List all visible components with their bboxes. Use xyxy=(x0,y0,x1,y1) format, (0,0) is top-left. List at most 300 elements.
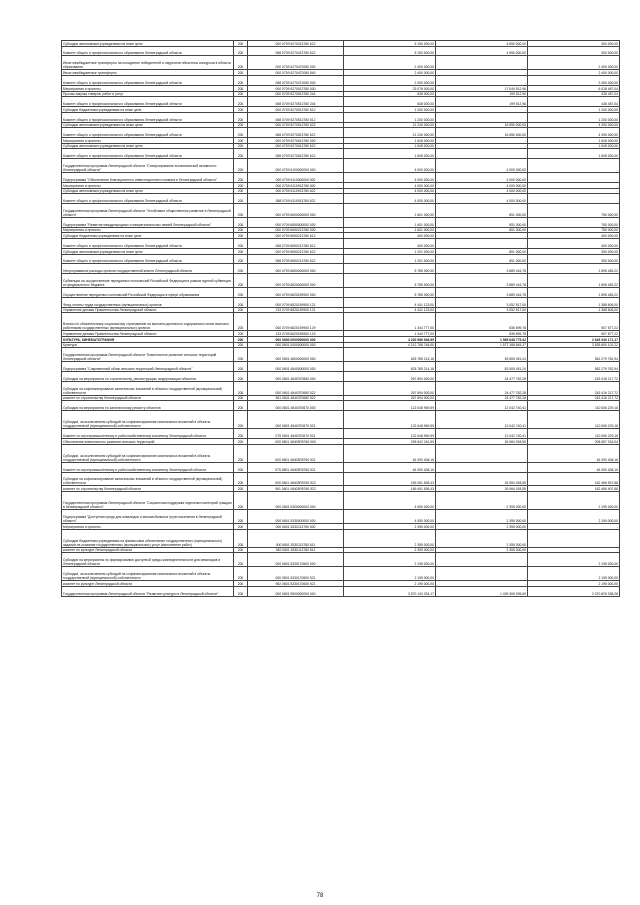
row-name-cell: Субсидии на софинансирование капитальных вложений в объекты государственной (муниципальной) собственности xyxy=(62,472,234,486)
row-code-cell: 200 xyxy=(234,362,248,372)
row-approved-amount-cell: 21 240 000,00 xyxy=(344,128,436,138)
row-classification-cell: 075 0801 48403R5760 521 xyxy=(248,462,344,472)
row-code-cell: 200 xyxy=(234,248,248,254)
row-name-cell: Субвенции на осуществление переданных полномочий Российской Федерации в рамках единой субвенции из федерального бюджета xyxy=(62,274,234,288)
row-approved-amount-cell: 23 078 000,00 xyxy=(344,85,436,91)
row-code-cell: 200 xyxy=(234,553,248,567)
row-classification-cell: 088 0709 6650213780 612 xyxy=(248,239,344,249)
row-approved-amount-cell: 1 201 000,00 xyxy=(344,248,436,254)
row-classification-cell: 000 0801 5330170600 521 xyxy=(248,567,344,581)
row-approved-amount-cell: 1 344 777,00 xyxy=(344,313,436,331)
row-approved-amount-cell: 2 400 000,00 xyxy=(344,70,436,76)
row-approved-amount-cell: 235 842 244,59 xyxy=(344,439,436,445)
row-classification-cell: 088 0709 5270513780 622 xyxy=(248,128,344,138)
row-approved-amount-cell: 122 048 969,59 xyxy=(344,411,436,429)
row-name-cell: Субсидии на мероприятия по капитальному ремонту объектов xyxy=(62,401,234,411)
row-executed-amount-cell: - xyxy=(436,444,528,462)
row-approved-amount-cell: 400 000,00 xyxy=(344,239,436,249)
row-code-cell: 200 xyxy=(234,547,248,553)
row-code-cell: 200 xyxy=(234,233,248,239)
row-code-cell: 200 xyxy=(234,182,248,188)
table-row xyxy=(62,462,620,472)
row-executed-amount-cell: 3 889 416,78 xyxy=(436,288,528,298)
table-row xyxy=(62,264,620,274)
row-name-cell: Комитет по агропромышленному и рыбохозяйственному комплексу Ленинградской области xyxy=(62,462,234,472)
table-row xyxy=(62,444,620,462)
row-name-cell: Государственная программа Ленинградской области "Устойчивое общественное развитие в Ленинградской области" xyxy=(62,204,234,218)
row-approved-amount-cell: 122 048 969,59 xyxy=(344,429,436,439)
row-classification-cell: 000 0709 6820159900 000 xyxy=(248,288,344,298)
row-executed-amount-cell: 4 000 000,00 xyxy=(436,182,528,188)
row-classification-cell: 075 0801 4840370670 521 xyxy=(248,429,344,439)
row-unexecuted-amount-cell: 110 006 229,18 xyxy=(528,429,620,439)
row-unexecuted-amount-cell: 2 645 340 171,17 xyxy=(528,337,620,343)
row-classification-cell: 000 0709 6650000000 000 xyxy=(248,217,344,227)
row-executed-amount-cell: - xyxy=(436,233,528,239)
row-unexecuted-amount-cell: 1 200 000,00 xyxy=(528,112,620,122)
row-code-cell: 200 xyxy=(234,372,248,382)
row-classification-cell: 000 0801 5330000000 000 xyxy=(248,510,344,524)
row-executed-amount-cell: 1 577 188 645,37 xyxy=(436,342,528,348)
row-approved-amount-cell: 2 195 000,00 xyxy=(344,567,436,581)
row-classification-cell: 000 0709 6110000000 000 xyxy=(248,173,344,183)
row-code-cell: 200 xyxy=(234,204,248,218)
row-code-cell: 200 xyxy=(234,411,248,429)
row-unexecuted-amount-cell: 438 487,04 xyxy=(528,97,620,107)
row-approved-amount-cell: 4 000 000,00 xyxy=(344,182,436,188)
row-executed-amount-cell: 2 355 000,00 xyxy=(436,492,528,510)
row-approved-amount-cell: 2 355 000,00 xyxy=(344,529,436,547)
row-unexecuted-amount-cell: 1 645 000,00 xyxy=(528,138,620,144)
row-classification-cell: 000 0801 5330113780 000 xyxy=(248,524,344,530)
row-executed-amount-cell: 63 505 451,24 xyxy=(436,348,528,362)
row-code-cell: 200 xyxy=(234,395,248,401)
row-approved-amount-cell: 46 390 408,16 xyxy=(344,462,436,472)
row-executed-amount-cell: 836 899,78 xyxy=(436,313,528,331)
row-code-cell: 200 xyxy=(234,107,248,113)
row-unexecuted-amount-cell: 162 466 907,88 xyxy=(528,472,620,486)
row-approved-amount-cell: 21 240 000,00 xyxy=(344,122,436,128)
row-name-cell: Подпрограмма "Доступная среда для инвалидов и маломобильных групп населения в Ленинградской области" xyxy=(62,510,234,524)
row-executed-amount-cell: 199 512,96 xyxy=(436,97,528,107)
row-approved-amount-cell: 4 000 000,00 xyxy=(344,194,436,204)
row-approved-amount-cell: 5 785 900,00 xyxy=(344,288,436,298)
row-classification-cell: 000 0801 48403R5760 521 xyxy=(248,444,344,462)
row-unexecuted-amount-cell: 1 200 000,00 xyxy=(528,107,620,113)
row-executed-amount-cell: - xyxy=(436,581,528,587)
row-name-cell: Субсидии автономным учреждениям на иные цели xyxy=(62,122,234,128)
table-row xyxy=(62,472,620,486)
row-executed-amount-cell: 17 049 512,96 xyxy=(436,85,528,91)
row-unexecuted-amount-cell: 2 635 600 101,22 xyxy=(528,342,620,348)
row-name-cell: Субсидии, за исключением субсидий на софинансирование капитальных вложений в объекты государственной (муниципальной) собственности xyxy=(62,444,234,462)
table-row xyxy=(62,372,620,382)
row-approved-amount-cell: 2 195 000,00 xyxy=(344,581,436,587)
row-unexecuted-amount-cell: - xyxy=(528,529,620,547)
row-classification-cell: 000 0709 6110913780 622 xyxy=(248,188,344,194)
row-code-cell: 200 xyxy=(234,462,248,472)
row-name-cell: Мероприятия и проекты xyxy=(62,182,234,188)
row-code-cell: 200 xyxy=(234,76,248,86)
table-row xyxy=(62,586,620,596)
row-unexecuted-amount-cell: 1 388 606,00 xyxy=(528,297,620,307)
row-approved-amount-cell: 1 645 000,00 xyxy=(344,149,436,159)
row-executed-amount-cell: 3 052 517,00 xyxy=(436,297,528,307)
row-code-cell: 200 xyxy=(234,85,248,91)
row-executed-amount-cell: 16 850 000,00 xyxy=(436,122,528,128)
row-approved-amount-cell: 5 150 000,00 xyxy=(344,46,436,56)
row-code-cell: 200 xyxy=(234,401,248,411)
table-row xyxy=(62,288,620,298)
table-row xyxy=(62,254,620,264)
row-unexecuted-amount-cell: 2 400 000,00 xyxy=(528,70,620,76)
row-code-cell: 200 xyxy=(234,307,248,313)
row-code-cell: 200 xyxy=(234,173,248,183)
row-code-cell: 200 xyxy=(234,91,248,97)
row-executed-amount-cell: 26 984 928,55 xyxy=(436,486,528,492)
row-classification-cell: 000 0801 0000000000 000 xyxy=(248,342,344,348)
row-classification-cell: 982 0801 5330113780 611 xyxy=(248,547,344,553)
row-classification-cell: 000 0709 5270513780 612 xyxy=(248,107,344,113)
table-row xyxy=(62,362,620,372)
row-name-cell: Субсидии на мероприятия по строительству, реконструкции, модернизации объектов xyxy=(62,372,234,382)
row-classification-cell: 000 0801 5330113780 611 xyxy=(248,529,344,547)
row-classification-cell: 000 0801 4840370670 000 xyxy=(248,401,344,411)
row-executed-amount-cell: 4 000 000,00 xyxy=(436,194,528,204)
row-unexecuted-amount-cell: - xyxy=(528,159,620,173)
row-executed-amount-cell: 2 355 000,00 xyxy=(436,529,528,547)
row-unexecuted-amount-cell: 400 000,00 xyxy=(528,239,620,249)
row-unexecuted-amount-cell: 1 896 483,22 xyxy=(528,264,620,274)
row-classification-cell: 000 0800 0000000000 000 xyxy=(248,337,344,343)
row-code-cell: 200 xyxy=(234,264,248,274)
row-executed-amount-cell: 851 000,00 xyxy=(436,204,528,218)
row-classification-cell: 088 0709 6110913780 622 xyxy=(248,194,344,204)
row-approved-amount-cell: 1 645 000,00 xyxy=(344,138,436,144)
row-approved-amount-cell: 625 785 214,18 xyxy=(344,362,436,372)
row-approved-amount-cell: 1 601 000,00 xyxy=(344,204,436,218)
row-executed-amount-cell: - xyxy=(436,239,528,249)
row-classification-cell: 000 0709 6650213780 000 xyxy=(248,227,344,233)
table-row xyxy=(62,46,620,56)
row-unexecuted-amount-cell: 750 000,00 xyxy=(528,204,620,218)
row-classification-cell: 000 0709 6100000000 000 xyxy=(248,159,344,173)
row-unexecuted-amount-cell: 438 487,04 xyxy=(528,91,620,97)
row-name-cell: Осуществление переданных полномочий Российской Федерации в сфере образования xyxy=(62,288,234,298)
row-classification-cell: 000 0801 4840370670 521 xyxy=(248,411,344,429)
row-approved-amount-cell: 3 570 134 334,17 xyxy=(344,586,436,596)
row-classification-cell: 000 0801 48403R5760 522 xyxy=(248,472,344,486)
row-executed-amount-cell: 3 889 416,78 xyxy=(436,274,528,288)
row-code-cell: 200 xyxy=(234,331,248,337)
row-name-cell: Субсидии на мероприятия по формированию доступной среды жизнедеятельности для инвалидов в Ленинградской области xyxy=(62,553,234,567)
table-row xyxy=(62,529,620,547)
row-code-cell: 200 xyxy=(234,46,248,56)
table-row xyxy=(62,348,620,362)
row-name-cell: Комитет общего и профессионального образования Ленинградской области xyxy=(62,76,234,86)
row-name-cell: Комитет общего и профессионального образования Ленинградской области xyxy=(62,128,234,138)
row-approved-amount-cell: 122 048 969,59 xyxy=(344,401,436,411)
row-approved-amount-cell: 267 894 000,00 xyxy=(344,372,436,382)
row-code-cell: 200 xyxy=(234,56,248,70)
row-unexecuted-amount-cell: 4 390 000,00 xyxy=(528,128,620,138)
row-classification-cell: 133 0709 6820159900 121 xyxy=(248,307,344,313)
table-row xyxy=(62,194,620,204)
row-unexecuted-amount-cell: 1 896 483,22 xyxy=(528,288,620,298)
row-classification-cell: 000 0709 5270472080 000 xyxy=(248,56,344,70)
row-executed-amount-cell: 16 850 000,00 xyxy=(436,128,528,138)
row-approved-amount-cell: 1 645 000,00 xyxy=(344,143,436,149)
row-classification-cell: 088 0709 5270472080 540 xyxy=(248,76,344,86)
row-executed-amount-cell: 12 042 740,41 xyxy=(436,429,528,439)
row-code-cell: 200 xyxy=(234,128,248,138)
row-executed-amount-cell: - xyxy=(436,107,528,113)
row-classification-cell: 981 0801 4840370680 522 xyxy=(248,395,344,401)
row-name-cell: Государственная программа Ленинградской области "Развитие культуры в Ленинградской области" xyxy=(62,586,234,596)
row-unexecuted-amount-cell: 2 195 000,00 xyxy=(528,581,620,587)
row-code-cell: 200 xyxy=(234,313,248,331)
row-approved-amount-cell: 1 344 777,00 xyxy=(344,331,436,337)
row-unexecuted-amount-cell: 110 006 229,18 xyxy=(528,411,620,429)
row-name-cell: Подпрограмма "Развитие международных и межрегиональных связей Ленинградской области" xyxy=(62,217,234,227)
row-name-cell: Прочая закупка товаров, работ и услуг xyxy=(62,91,234,97)
row-unexecuted-amount-cell: 350 000,00 xyxy=(528,248,620,254)
table-row xyxy=(62,274,620,288)
row-code-cell: 200 xyxy=(234,149,248,159)
table-row xyxy=(62,97,620,107)
row-code-cell: 200 xyxy=(234,97,248,107)
row-code-cell: 200 xyxy=(234,337,248,343)
row-executed-amount-cell: 851 000,00 xyxy=(436,248,528,254)
table-row xyxy=(62,159,620,173)
row-name-cell: Комитет общего и профессионального образования Ленинградской области xyxy=(62,194,234,204)
row-code-cell: 200 xyxy=(234,288,248,298)
table-row xyxy=(62,313,620,331)
row-approved-amount-cell: 267 894 000,00 xyxy=(344,381,436,395)
row-name-cell: Мероприятия и проекты xyxy=(62,85,234,91)
row-name-cell: Обеспечение комплексного развития сельских территорий xyxy=(62,439,234,445)
row-name-cell: Субсидии автономным учреждениям на иные цели xyxy=(62,188,234,194)
row-approved-amount-cell: 1 200 000,00 xyxy=(344,112,436,122)
row-executed-amount-cell: - xyxy=(436,70,528,76)
row-classification-cell: 981 0801 48403R5760 522 xyxy=(248,486,344,492)
row-code-cell: 200 xyxy=(234,274,248,288)
row-code-cell: 200 xyxy=(234,381,248,395)
table-row xyxy=(62,401,620,411)
row-name-cell: комитет по строительству Ленинградской области xyxy=(62,486,234,492)
row-approved-amount-cell: 2 195 000,00 xyxy=(344,553,436,567)
row-unexecuted-amount-cell: 507 877,22 xyxy=(528,313,620,331)
row-classification-cell: 133 0709 6820159900 129 xyxy=(248,331,344,337)
row-approved-amount-cell: 638 000,00 xyxy=(344,91,436,97)
row-name-cell: Непрограммные расходы органов государственной власти Ленинградской области xyxy=(62,264,234,274)
row-name-cell: Комитет общего и профессионального образования Ленинградской области xyxy=(62,254,234,264)
row-name-cell: Фонд оплаты труда государственных (муниципальных) органов xyxy=(62,297,234,307)
row-name-cell: Подпрограмма "Современный облик сельских территорий Ленинградской области" xyxy=(62,362,234,372)
row-unexecuted-amount-cell: 46 390 408,16 xyxy=(528,462,620,472)
row-code-cell: 200 xyxy=(234,254,248,264)
row-code-cell: 200 xyxy=(234,138,248,144)
table-row xyxy=(62,492,620,510)
row-executed-amount-cell: - xyxy=(436,76,528,86)
row-code-cell: 200 xyxy=(234,122,248,128)
row-name-cell: Субсидии автономным учреждениям на иные цели xyxy=(62,143,234,149)
row-approved-amount-cell: 2 400 000,00 xyxy=(344,76,436,86)
row-name-cell: Мероприятия и проекты xyxy=(62,227,234,233)
table-row xyxy=(62,411,620,429)
row-approved-amount-cell: 1 601 000,00 xyxy=(344,217,436,227)
row-approved-amount-cell: 625 785 214,18 xyxy=(344,348,436,362)
row-classification-cell: 000 0709 6600000000 000 xyxy=(248,204,344,218)
row-unexecuted-amount-cell: 4 390 000,00 xyxy=(528,122,620,128)
row-executed-amount-cell: - xyxy=(436,553,528,567)
table-row xyxy=(62,112,620,122)
row-code-cell: 200 xyxy=(234,41,248,47)
row-classification-cell: 982 0801 5330170600 521 xyxy=(248,581,344,587)
row-code-cell: 200 xyxy=(234,524,248,530)
row-code-cell: 200 xyxy=(234,227,248,233)
table-row xyxy=(62,510,620,524)
row-classification-cell: 000 0709 6820159900 129 xyxy=(248,313,344,331)
row-unexecuted-amount-cell: 2 195 000,00 xyxy=(528,510,620,524)
row-approved-amount-cell: 2 355 000,00 xyxy=(344,547,436,553)
row-approved-amount-cell: 1 601 000,00 xyxy=(344,227,436,233)
row-unexecuted-amount-cell: 300 000,00 xyxy=(528,46,620,56)
table-row xyxy=(62,429,620,439)
row-approved-amount-cell: 4 000 000,00 xyxy=(344,173,436,183)
row-name-cell: КУЛЬТУРА, КИНЕМАТОГРАФИЯ xyxy=(62,337,234,343)
row-classification-cell: 088 0709 5270513780 244 xyxy=(248,97,344,107)
row-classification-cell: 000 0709 5270413780 622 xyxy=(248,41,344,47)
row-unexecuted-amount-cell: 110 006 229,18 xyxy=(528,401,620,411)
row-name-cell: Подпрограмма "Обеспечение благоприятного инвестиционного климата в Ленинградской области" xyxy=(62,173,234,183)
row-classification-cell: 088 0709 5270513780 612 xyxy=(248,112,344,122)
row-unexecuted-amount-cell: 243 416 217,72 xyxy=(528,372,620,382)
row-unexecuted-amount-cell: - xyxy=(528,188,620,194)
row-classification-cell: 088 0709 5270613780 622 xyxy=(248,149,344,159)
table-row xyxy=(62,297,620,307)
row-executed-amount-cell: 2 355 000,00 xyxy=(436,547,528,553)
row-classification-cell: 000 0709 5270613780 622 xyxy=(248,143,344,149)
row-unexecuted-amount-cell: 400 000,00 xyxy=(528,233,620,239)
row-name-cell: Государственная программа Ленинградской области "Стимулирование экономической активности Ленинградской области" xyxy=(62,159,234,173)
row-executed-amount-cell: 4 000 000,00 xyxy=(436,188,528,194)
row-executed-amount-cell: 26 984 928,55 xyxy=(436,439,528,445)
row-approved-amount-cell: 4 441 123,00 xyxy=(344,297,436,307)
row-classification-cell: 000 0709 5270613780 000 xyxy=(248,138,344,144)
row-approved-amount-cell: 4 230 988 946,99 xyxy=(344,337,436,343)
row-classification-cell: 000 0801 5330170600 000 xyxy=(248,553,344,567)
table-row xyxy=(62,217,620,227)
row-code-cell: 200 xyxy=(234,472,248,486)
row-executed-amount-cell: 851 000,00 xyxy=(436,217,528,227)
table-row xyxy=(62,381,620,395)
row-unexecuted-amount-cell: 350 000,00 xyxy=(528,254,620,264)
row-unexecuted-amount-cell: 562 279 762,94 xyxy=(528,348,620,362)
row-unexecuted-amount-cell: 243 416 217,72 xyxy=(528,381,620,395)
row-unexecuted-amount-cell: - xyxy=(528,547,620,553)
row-unexecuted-amount-cell: - xyxy=(528,182,620,188)
row-name-cell: Субсидии автономным учреждениям на иные цели xyxy=(62,248,234,254)
table-row xyxy=(62,128,620,138)
row-code-cell: 200 xyxy=(234,439,248,445)
row-name-cell: Управление делами Правительства Ленинградской области xyxy=(62,307,234,313)
row-name-cell: Комитет общего и профессионального образования Ленинградской области xyxy=(62,97,234,107)
row-name-cell: Мероприятия и проекты xyxy=(62,138,234,144)
row-approved-amount-cell: 4 550 000,00 xyxy=(344,510,436,524)
row-unexecuted-amount-cell: 2 195 000,00 xyxy=(528,492,620,510)
row-classification-cell: 000 0709 6800000000 000 xyxy=(248,264,344,274)
row-code-cell: 200 xyxy=(234,586,248,596)
row-name-cell: Субсидии бюджетным учреждениям на иные цели xyxy=(62,107,234,113)
row-executed-amount-cell: 4 000 000,00 xyxy=(436,173,528,183)
row-code-cell: 200 xyxy=(234,297,248,307)
row-executed-amount-cell: - xyxy=(436,138,528,144)
row-executed-amount-cell: - xyxy=(436,112,528,122)
row-unexecuted-amount-cell: 1 388 606,00 xyxy=(528,307,620,313)
row-approved-amount-cell: 638 000,00 xyxy=(344,97,436,107)
row-classification-cell: 000 0709 5270472080 540 xyxy=(248,70,344,76)
row-approved-amount-cell: 267 894 000,00 xyxy=(344,395,436,401)
row-executed-amount-cell: 851 000,00 xyxy=(436,227,528,233)
row-code-cell: 200 xyxy=(234,567,248,581)
table-row xyxy=(62,567,620,581)
row-code-cell: 200 xyxy=(234,429,248,439)
row-executed-amount-cell: 3 889 416,78 xyxy=(436,264,528,274)
row-classification-cell: 000 0709 6110913780 000 xyxy=(248,182,344,188)
row-name-cell: Комитет общего и профессионального образования Ленинградской области xyxy=(62,149,234,159)
table-row xyxy=(62,149,620,159)
row-approved-amount-cell: 2 355 000,00 xyxy=(344,524,436,530)
row-classification-cell: 000 0801 5300000000 000 xyxy=(248,492,344,510)
row-code-cell: 200 xyxy=(234,492,248,510)
row-code-cell: 200 xyxy=(234,159,248,173)
row-approved-amount-cell: 2 400 000,00 xyxy=(344,56,436,70)
row-approved-amount-cell: 4 212 788 746,00 xyxy=(344,342,436,348)
row-name-cell: комитет по культуре Ленинградской области xyxy=(62,581,234,587)
row-code-cell: 200 xyxy=(234,143,248,149)
row-executed-amount-cell: 2 355 000,00 xyxy=(436,510,528,524)
row-approved-amount-cell: 1 200 000,00 xyxy=(344,107,436,113)
row-name-cell: Субсидии, за исключением субсидий на софинансирование капитальных вложений в объекты государственной (муниципальной) собственности xyxy=(62,567,234,581)
row-executed-amount-cell: 4 850 000,00 xyxy=(436,46,528,56)
row-executed-amount-cell: 24 477 782,28 xyxy=(436,395,528,401)
row-code-cell: 200 xyxy=(234,70,248,76)
row-approved-amount-cell: 4 000 000,00 xyxy=(344,159,436,173)
row-code-cell: 200 xyxy=(234,239,248,249)
row-name-cell: Иные межбюджетные трансферты на поощрение победителей и лауреатов областных конкурсов в области образования xyxy=(62,56,234,70)
row-code-cell: 200 xyxy=(234,444,248,462)
row-approved-amount-cell: 4 441 123,00 xyxy=(344,307,436,313)
page-number: 78 xyxy=(316,893,324,899)
row-executed-amount-cell: 199 512,96 xyxy=(436,91,528,97)
row-classification-cell: 000 0709 6820000000 000 xyxy=(248,274,344,288)
row-approved-amount-cell: 4 550 000,00 xyxy=(344,492,436,510)
row-unexecuted-amount-cell: - xyxy=(528,194,620,204)
row-executed-amount-cell: 2 355 000,00 xyxy=(436,524,528,530)
row-unexecuted-amount-cell: 562 279 762,94 xyxy=(528,362,620,372)
row-classification-cell: 000 0801 4840370680 000 xyxy=(248,372,344,382)
row-executed-amount-cell: 3 052 517,00 xyxy=(436,307,528,313)
row-executed-amount-cell: 1 585 648 775,42 xyxy=(436,337,528,343)
row-executed-amount-cell: - xyxy=(436,56,528,70)
row-code-cell: 200 xyxy=(234,342,248,348)
row-name-cell: Комитет общего и профессионального образования Ленинградской области xyxy=(62,239,234,249)
row-unexecuted-amount-cell: 2 400 000,00 xyxy=(528,56,620,70)
row-classification-cell: 000 0709 6820159900 121 xyxy=(248,297,344,307)
row-classification-cell: 000 0709 5270513780 622 xyxy=(248,122,344,128)
row-classification-cell: 088 0709 6650213780 622 xyxy=(248,254,344,264)
